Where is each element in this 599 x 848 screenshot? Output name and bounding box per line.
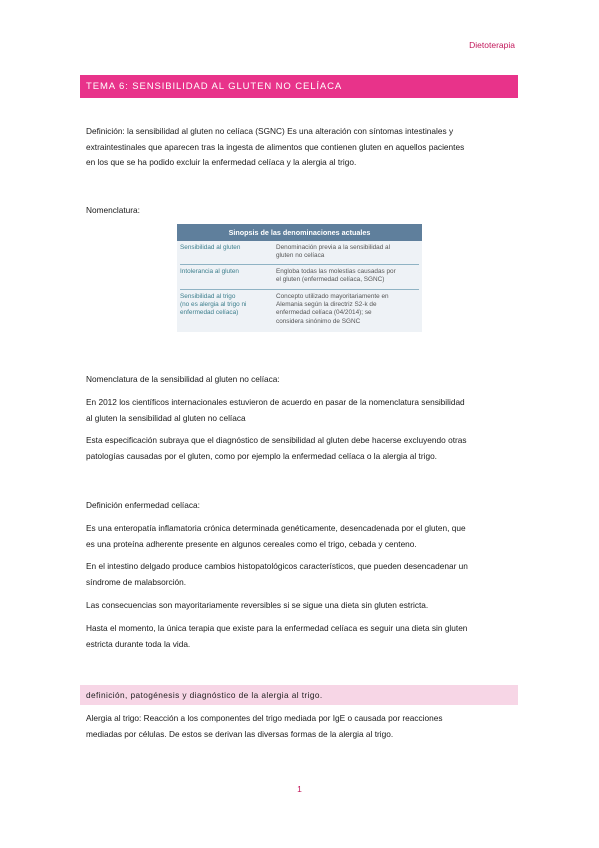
desc-line: Engloba todas las molestias causadas por <box>276 267 396 275</box>
desc-line: Alemania según la directriz S2-k de <box>276 301 377 309</box>
desc-line: gluten no celíaca <box>276 252 325 260</box>
text-line: Alergia al trigo: Reacción a los componentes del trigo mediada por IgE o causada por reacciones <box>86 713 443 723</box>
text-line: estricta durante toda la vida. <box>86 638 191 649</box>
nomenclatura-paragraph-1 <box>86 395 514 426</box>
desc-line: enfermedad celíaca (04/2014); se <box>276 309 372 317</box>
chapter-title: TEMA 6: SENSIBILIDAD AL GLUTEN NO CELÍACA <box>80 75 518 98</box>
text-line: mediadas por células. De estos se derivan las diversas formas de la alergia al trigo. <box>86 728 394 739</box>
desc-line: considera sinónimo de SGNC <box>276 317 361 325</box>
row-divider <box>180 289 419 290</box>
text-line: al gluten la sensibilidad al gluten no celíaca <box>86 412 246 423</box>
celiaca-paragraph-2 <box>86 559 514 590</box>
table-row <box>177 268 422 285</box>
term-line: Sensibilidad al gluten <box>180 244 241 251</box>
header-label: Dietoterapia <box>469 40 515 50</box>
alergia-paragraph <box>86 711 514 742</box>
table-term <box>180 293 276 327</box>
synopsis-table <box>177 224 422 332</box>
table-desc <box>276 268 419 285</box>
table-term <box>180 268 276 285</box>
nomenclatura-heading: Nomenclatura: <box>86 205 140 215</box>
celiaca-paragraph-4 <box>86 621 514 652</box>
row-divider <box>180 264 419 265</box>
term-line: Sensibilidad al trigo <box>180 292 236 300</box>
definition-paragraph <box>86 124 514 171</box>
text-line: Esta especificación subraya que el diagnóstico de sensibilidad al gluten debe hacerse excluyendo otras <box>86 435 467 445</box>
table-row <box>177 293 422 327</box>
text-line: Definición: la sensibilidad al gluten no celíaca (SGNC) Es una alteración con síntomas intestinales y <box>86 126 454 136</box>
term-line: enfermedad celíaca) <box>180 309 239 317</box>
desc-line: Concepto utilizado mayoritariamente en <box>276 292 389 300</box>
text-line: patologías causadas por el gluten, como por ejemplo la enfermedad celíaca o la alergia al trigo. <box>86 450 437 461</box>
text-line: En 2012 los científicos internacionales estuvieron de acuerdo en pasar de la nomenclatura sensibilidad <box>86 397 465 407</box>
desc-line: Denominación previa a la sensibilidad al <box>276 244 391 251</box>
table-desc <box>276 293 419 327</box>
table-desc <box>276 244 419 261</box>
section-heading-alergia: definición, patogénesis y diagnóstico de la alergia al trigo. <box>80 685 518 705</box>
term-line: (no es alergia al trigo ni <box>180 301 247 309</box>
text-line: síndrome de malabsorción. <box>86 576 187 587</box>
text-line: Hasta el momento, la única terapia que existe para la enfermedad celíaca es seguir una dieta sin gluten <box>86 623 468 633</box>
celiaca-paragraph-3 <box>86 598 514 614</box>
text-line: Las consecuencias son mayoritariamente reversibles si se sigue una dieta sin gluten estricta. <box>86 600 429 610</box>
nomenclatura-paragraph-2 <box>86 433 514 464</box>
text-line: En el intestino delgado produce cambios histopatológicos característicos, que pueden desencadenar un <box>86 561 468 571</box>
term-line: Intolerancia al gluten <box>180 267 239 275</box>
celiaca-paragraph-1 <box>86 521 514 552</box>
nomenclatura-sgnc-heading: Nomenclatura de la sensibilidad al gluten no celíaca: <box>86 374 280 384</box>
desc-line: el gluten (enfermedad celíaca, SGNC) <box>276 276 385 284</box>
text-line: en los que se ha podido excluir la enfermedad celíaca y la alergia al trigo. <box>86 157 357 167</box>
text-line: Es una enteropatía inflamatoria crónica determinada genéticamente, desencadenada por el gluten, que <box>86 523 466 533</box>
page-number: 1 <box>297 784 302 794</box>
table-row <box>177 244 422 261</box>
celiaca-heading: Definición enfermedad celíaca: <box>86 500 200 510</box>
table-term <box>180 244 276 261</box>
text-line: extraintestinales que aparecen tras la ingesta de alimentos que contienen gluten en aquellos pacientes <box>86 141 465 152</box>
text-line: es una proteína adherente presente en algunos cereales como el trigo, cebada y centeno. <box>86 538 417 549</box>
table-header: Sinopsis de las denominaciones actuales <box>177 224 422 241</box>
